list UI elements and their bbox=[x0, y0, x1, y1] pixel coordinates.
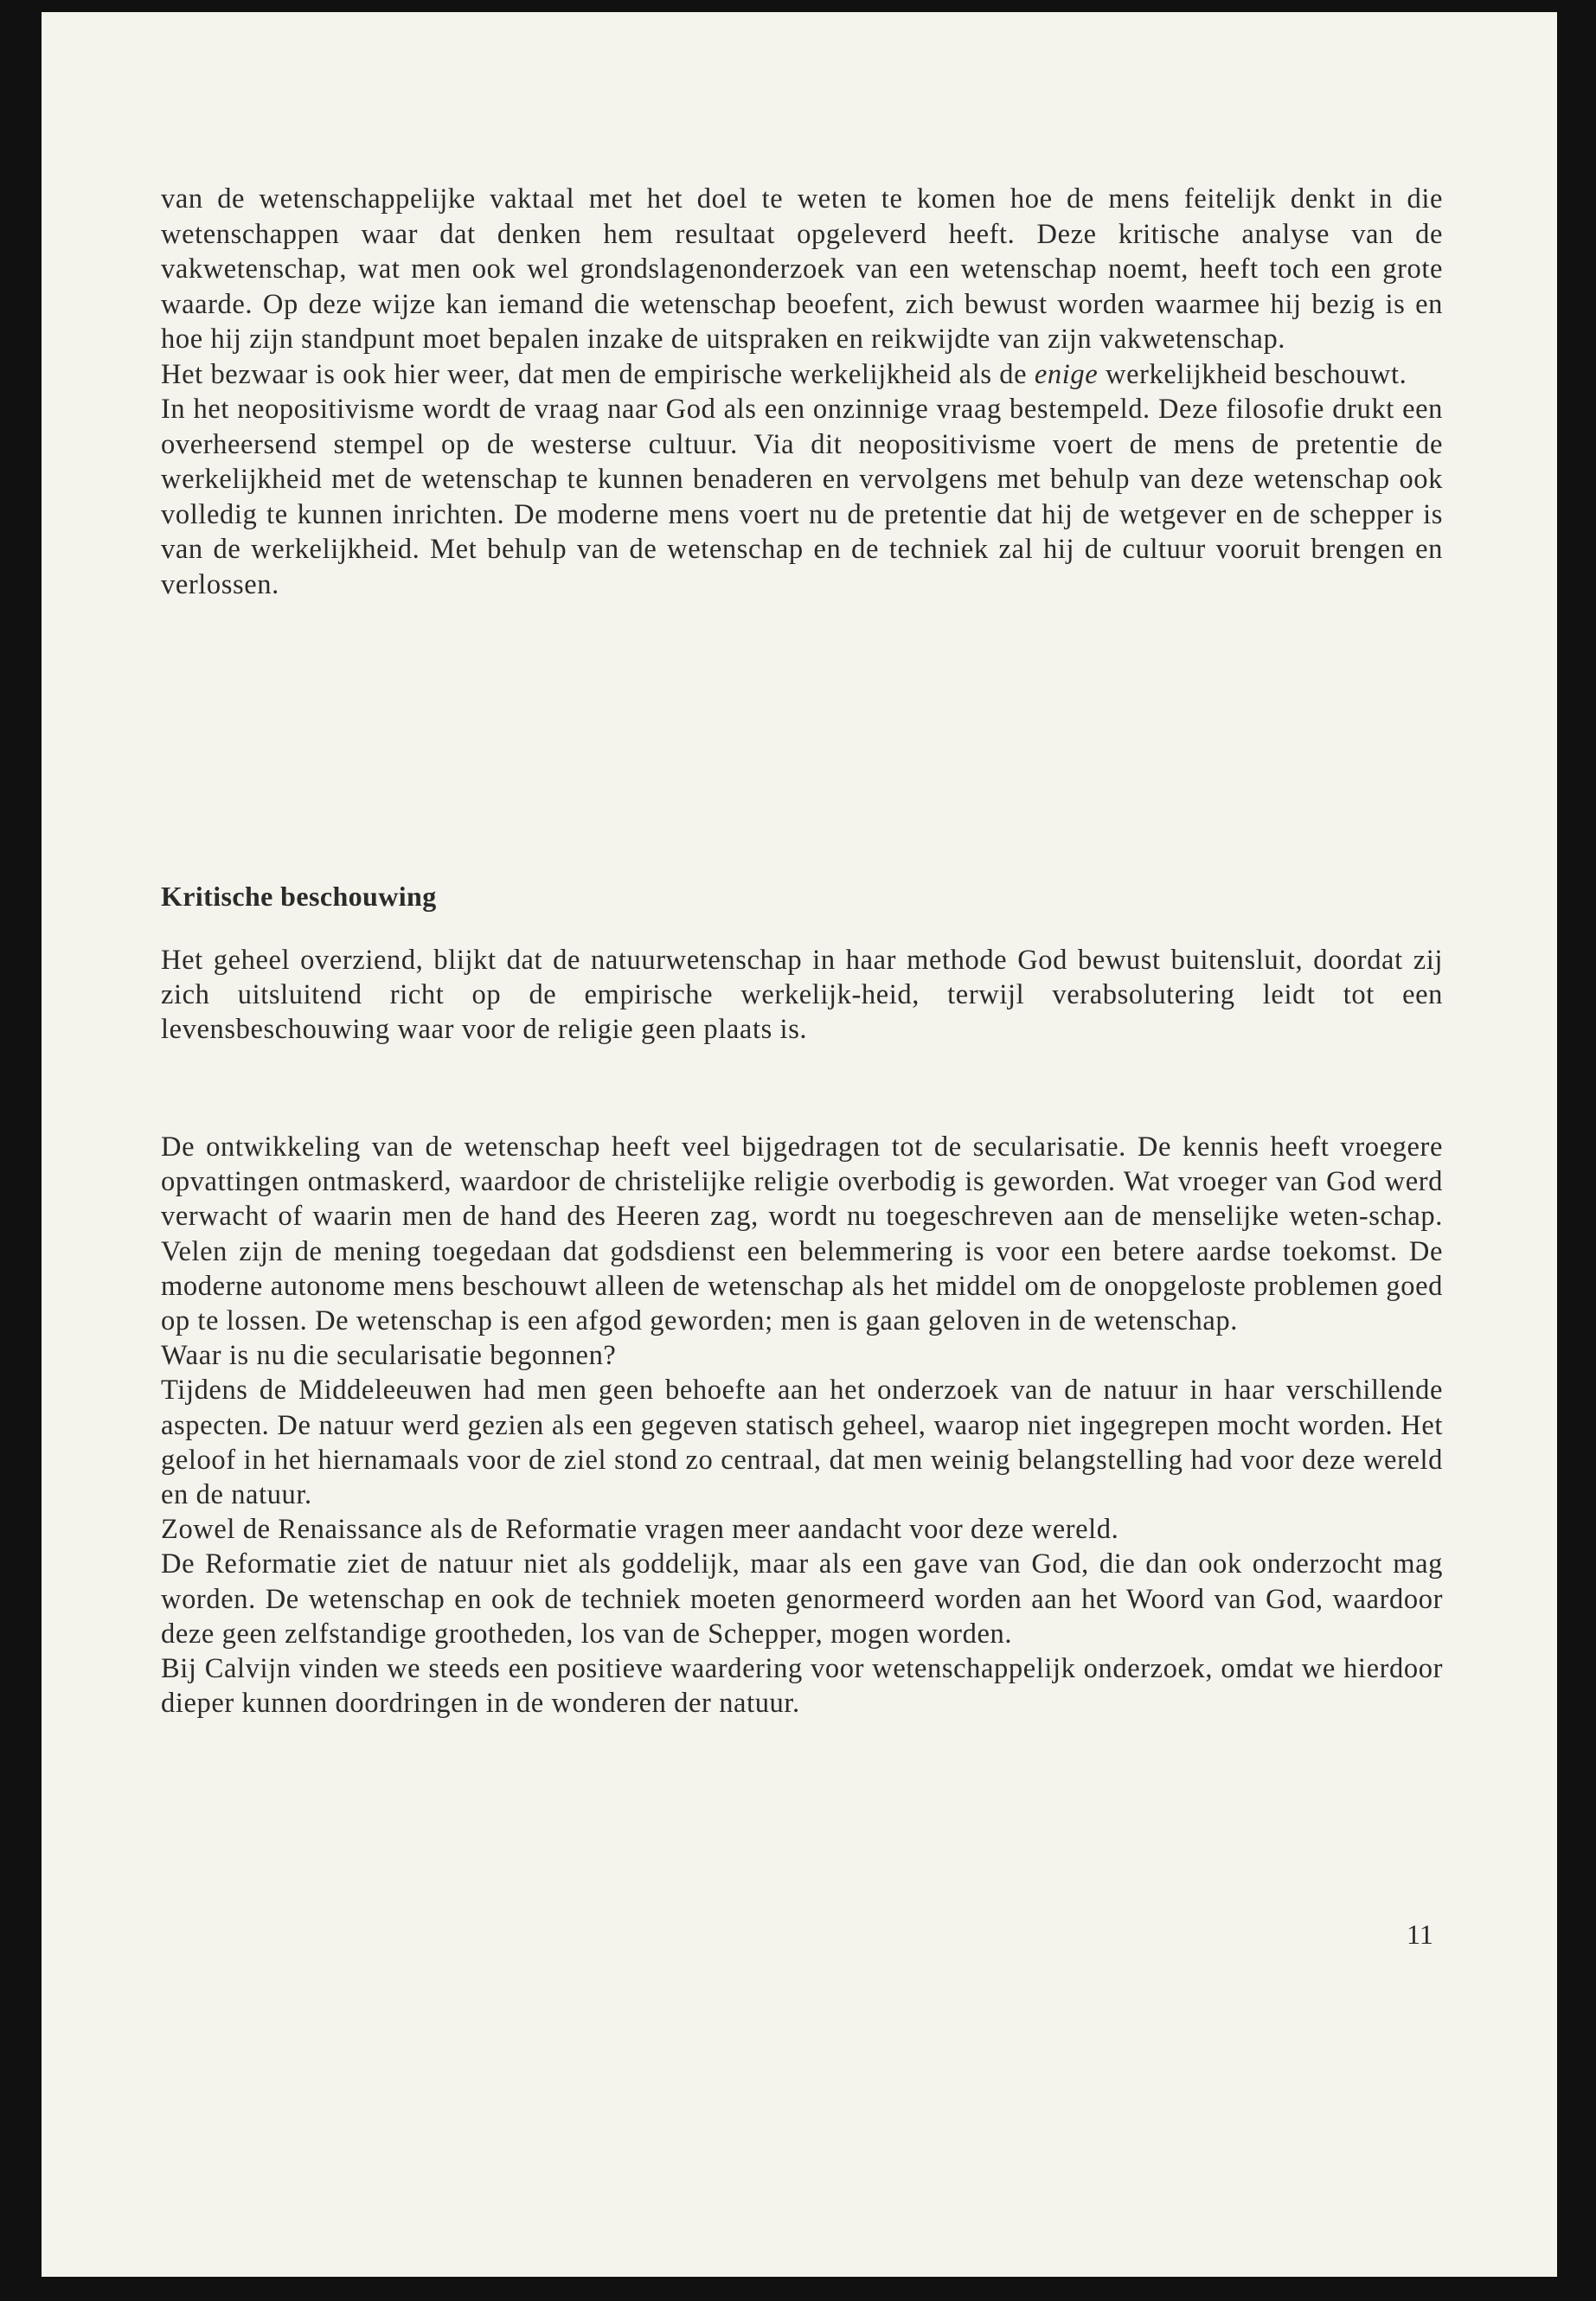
paragraph-calvin: Bij Calvijn vinden we steeds een positieve waardering voor wetenschappelijk onderzoek, omdat we hierdoor dieper kunnen doordringen in de wonderen der natuur. bbox=[161, 1653, 1443, 1720]
page-number: 11 bbox=[1407, 1919, 1433, 1950]
paragraph-renaissance: Zowel de Renaissance als de Reformatie vragen meer aandacht voor deze wereld. bbox=[161, 1514, 1119, 1546]
paragraph-middle-ages: Tijdens de Middeleeuwen had men geen behoefte aan het onderzoek van de natuur in haar verschillende aspecten. De natuur werd gezien als een gegeven statisch geheel, waarop niet ingegrepen mocht worden. Het geloof in het hiernamaals voor de ziel stond zo centraal, dat men weinig belangstelling had voor deze wereld en de natuur. bbox=[161, 1375, 1443, 1511]
paragraph-neopositivism: In het neopositivisme wordt de vraag naar God als een onzinnige vraag bestempeld. Deze filosofie drukt een overheersend stempel op de westerse cultuur. Via dit neopositivisme voert de mens de pretentie de werkelijkheid met de wetenschap te kunnen benaderen en vervolgens met behulp van deze wetenschap ook volledig te kunnen inrichten. De moderne mens voert nu de pretentie dat hij de wetgever en de schepper is van de werkelijkheid. Met behulp van de wetenschap en de techniek zal hij de cultuur vooruit brengen en verlossen. bbox=[161, 394, 1443, 600]
paragraph-objection-end: werkelijkheid beschouwt. bbox=[1098, 358, 1407, 390]
body-text-section bbox=[161, 1130, 1443, 1721]
paragraph-objection bbox=[161, 357, 1443, 393]
section-heading: Kritische beschouwing bbox=[161, 881, 437, 912]
scan-border-right bbox=[1557, 0, 1596, 2301]
paragraph-intro: Het geheel overziend, blijkt dat de natuurwetenschap in haar methode God bewust buitensluit, doordat zij zich uitsluitend richt op de empirische werkelijk-heid, terwijl verabsolutering leidt tot een levensbeschouwing waar voor de religie geen plaats is. bbox=[161, 945, 1443, 1046]
section-intro bbox=[161, 943, 1443, 1048]
paragraph-analysis: van de wetenschappelijke vaktaal met het doel te weten te komen hoe de mens feitelijk denkt in die wetenschappen waar dat denken hem resultaat opgeleverd heeft. Deze kritische analyse van de vakwetenschap, wat men ook wel grondslagenonderzoek van een wetenschap noemt, heeft toch een grote waarde. Op deze wijze kan iemand die wetenschap beoefent, zich bewust worden waarmee hij bezig is en hoe hij zijn standpunt moet bepalen inzake de uitspraken en reikwijdte van zijn vakwetenschap. bbox=[161, 183, 1443, 355]
scan-border-left bbox=[0, 0, 42, 2301]
paragraph-question: Waar is nu die secularisatie begonnen? bbox=[161, 1340, 617, 1372]
scan-border-top bbox=[35, 0, 1596, 12]
scan-border-bottom bbox=[0, 2277, 1596, 2301]
emphasis-word: enige bbox=[1034, 358, 1099, 390]
body-text-top bbox=[161, 182, 1443, 602]
paragraph-objection-start: Het bezwaar is ook hier weer, dat men de empirische werkelijkheid als de bbox=[161, 358, 1035, 390]
paragraph-reformation: De Reformatie ziet de natuur niet als goddelijk, maar als een gave van God, die dan ook onderzocht mag worden. De wetenschap en ook de techniek moeten genormeerd worden aan het Woord van God, waardoor deze geen zelfstandige grootheden, los van de Schepper, mogen worden. bbox=[161, 1548, 1443, 1650]
paragraph-development: De ontwikkeling van de wetenschap heeft veel bijgedragen tot de secularisatie. De kennis heeft vroegere opvattingen ontmaskerd, waardoor de christelijke religie overbodig is geworden. Wat vroeger van God werd verwacht of waarin men de hand des Heeren zag, wordt nu toegeschreven aan de menselijke weten-schap. Velen zijn de mening toegedaan dat godsdienst een belemmering is voor een betere aardse toekomst. De moderne autonome mens beschouwt alleen de wetenschap als het middel om de onopgeloste problemen goed op te lossen. De wetenschap is een afgod geworden; men is gaan geloven in de wetenschap. bbox=[161, 1131, 1443, 1337]
